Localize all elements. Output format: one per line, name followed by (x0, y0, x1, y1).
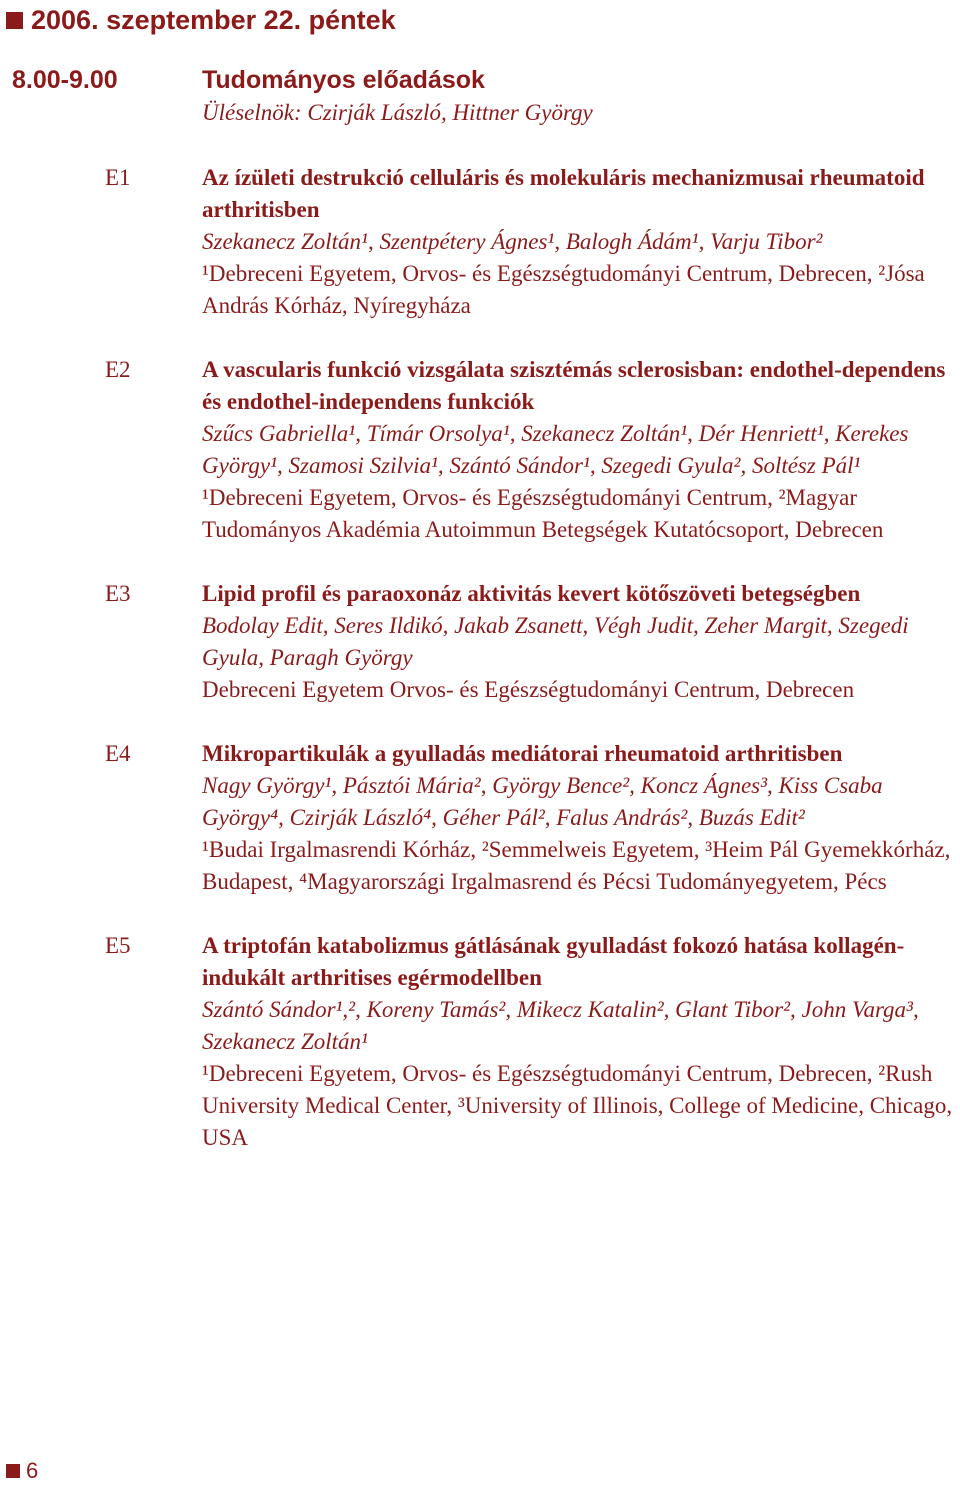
session-time: 8.00-9.00 (12, 66, 118, 94)
talk-affiliation: ¹Debreceni Egyetem, Orvos- és Egészségtudományi Centrum, Debrecen, ²Jósa András Kórház, Nyíregyháza (202, 261, 925, 318)
talk-title: A vascularis funkció vizsgálata szisztémás sclerosisban: endothel-dependens és endothel-independens funkciók (202, 357, 946, 414)
bullet-square-icon (6, 1464, 20, 1478)
talk-item (0, 930, 960, 1154)
talk-title: Mikropartikulák a gyulladás mediátorai rheumatoid arthritisben (202, 741, 843, 766)
bullet-square-icon (6, 12, 23, 29)
talk-authors: Szántó Sándor¹,², Koreny Tamás², Mikecz Katalin², Glant Tibor², John Varga³, Szekanecz Zoltán¹ (202, 997, 919, 1054)
talk-id: E4 (105, 741, 131, 766)
talk-title: Lipid profil és paraoxonáz aktivitás kevert kötőszöveti betegségben (202, 581, 861, 606)
date-heading: 2006. szeptember 22. péntek (31, 5, 396, 35)
page-number: 6 (26, 1458, 39, 1483)
talk-affiliation: ¹Debreceni Egyetem, Orvos- és Egészségtudományi Centrum, Debrecen, ²Rush University Medical Center, ³University of Illinois, College of Medicine, Chicago, USA (202, 1061, 953, 1150)
talk-id: E2 (105, 357, 131, 382)
talk-item (0, 738, 960, 898)
talk-item (0, 578, 960, 706)
talk-authors: Nagy György¹, Pásztói Mária², György Bence², Koncz Ágnes³, Kiss Csaba György⁴, Czirják László⁴, Géher Pál², Falus András², Buzás Edit² (202, 773, 883, 830)
talk-id: E1 (105, 165, 131, 190)
session-title: Tudományos előadások (202, 66, 485, 94)
session-block (12, 66, 952, 129)
talk-item (0, 354, 960, 546)
talk-list (0, 162, 960, 1186)
talk-id: E5 (105, 933, 131, 958)
session-chairs: Üléselnök: Czirják László, Hittner György (202, 100, 593, 125)
talk-affiliation: ¹Debreceni Egyetem, Orvos- és Egészségtudományi Centrum, ²Magyar Tudományos Akadémia Autoimmun Betegségek Kutatócsoport, Debrecen (202, 485, 884, 542)
talk-authors: Bodolay Edit, Seres Ildikó, Jakab Zsanett, Végh Judit, Zeher Margit, Szegedi Gyula, Paragh György (202, 613, 909, 670)
talk-id: E3 (105, 581, 131, 606)
talk-affiliation: Debreceni Egyetem Orvos- és Egészségtudományi Centrum, Debrecen (202, 677, 855, 702)
talk-item (0, 162, 960, 322)
page-header (6, 4, 396, 36)
talk-title: Az ízületi destrukció celluláris és molekuláris mechanizmusai rheumatoid arthritisben (202, 165, 925, 222)
page-footer (6, 1458, 38, 1484)
talk-authors: Szekanecz Zoltán¹, Szentpétery Ágnes¹, Balogh Ádám¹, Varju Tibor² (202, 229, 823, 254)
talk-title: A triptofán katabolizmus gátlásának gyulladást fokozó hatása kollagén-indukált arthritises egérmodellben (202, 933, 905, 990)
talk-authors: Szűcs Gabriella¹, Tímár Orsolya¹, Szekanecz Zoltán¹, Dér Henriett¹, Kerekes György¹, Szamosi Szilvia¹, Szántó Sándor¹, Szegedi Gyula², Soltész Pál¹ (202, 421, 909, 478)
talk-affiliation: ¹Budai Irgalmasrendi Kórház, ²Semmelweis Egyetem, ³Heim Pál Gyemekkórház, Budapest, ⁴Magyarországi Irgalmasrend és Pécsi Tudományegyetem, Pécs (202, 837, 951, 894)
